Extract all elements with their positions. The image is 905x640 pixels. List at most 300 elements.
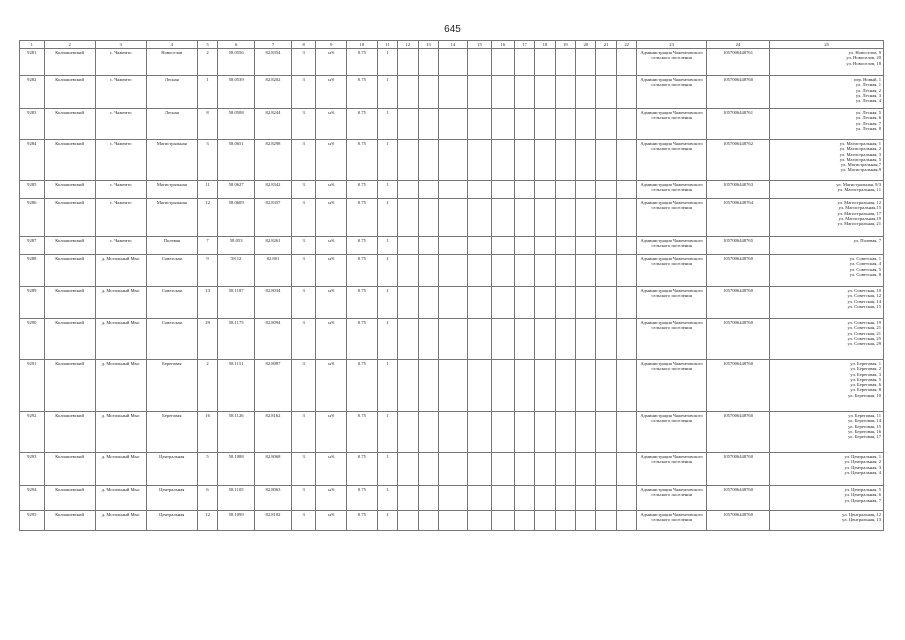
empty-cell xyxy=(576,287,596,319)
empty-cell xyxy=(576,199,596,237)
empty-cell xyxy=(467,49,492,76)
address-line: ул. Лесная, 6 xyxy=(855,115,881,121)
cell-9: н/б xyxy=(316,486,347,511)
table-row xyxy=(20,199,884,237)
empty-cell xyxy=(418,76,438,109)
empty-cell xyxy=(596,360,616,412)
district-cell: Колпашевский xyxy=(44,486,95,511)
street-cell: Полевая xyxy=(146,237,197,255)
address-line: ул. Полевая, 7 xyxy=(853,238,881,243)
cell-10: 0.75 xyxy=(347,511,378,531)
addresses-cell xyxy=(770,412,884,453)
house-cell: 9 xyxy=(197,255,217,287)
cell-9: н/б xyxy=(316,360,347,412)
owner-cell: Администрация Чажемтовского сельского поселения xyxy=(637,287,707,319)
empty-cell xyxy=(418,511,438,531)
owner-cell: Администрация Чажемтовского сельского поселения xyxy=(637,140,707,181)
addresses-cell xyxy=(770,287,884,319)
address-line: ул. Береговая, 2 xyxy=(850,366,881,372)
longitude-cell: 82.8342 xyxy=(255,181,292,199)
address-line: ул. Советская, 14 xyxy=(847,298,881,304)
cell-11: 1 xyxy=(377,287,397,319)
owner-cell: Администрация Чажемтовского сельского поселения xyxy=(637,109,707,140)
latitude-cell: 58.1105 xyxy=(218,486,255,511)
district-cell: Колпашевский xyxy=(44,287,95,319)
empty-cell xyxy=(492,360,514,412)
address-line: ул. Лесная, 7 xyxy=(855,120,881,126)
cell-9: н/б xyxy=(316,255,347,287)
cell-11: 1 xyxy=(377,486,397,511)
cell-11: 1 xyxy=(377,199,397,237)
longitude-cell: 82.8202 xyxy=(255,76,292,109)
empty-cell xyxy=(398,255,418,287)
table-row xyxy=(20,511,884,531)
address-line: ул. Советская, 5 xyxy=(849,266,881,272)
empty-cell xyxy=(555,511,575,531)
empty-cell xyxy=(514,109,534,140)
ogrn-cell: 1057006448762 xyxy=(706,140,769,181)
district-cell: Колпашевский xyxy=(44,412,95,453)
table-row xyxy=(20,49,884,76)
cell-10: 0.75 xyxy=(347,255,378,287)
empty-cell xyxy=(535,287,555,319)
latitude-cell: 58.1088 xyxy=(218,453,255,486)
addresses-cell xyxy=(770,319,884,360)
empty-cell xyxy=(467,360,492,412)
house-cell: 12 xyxy=(197,511,217,531)
longitude-cell: 82.8094 xyxy=(255,319,292,360)
row-number: 9295 xyxy=(20,511,45,531)
empty-cell xyxy=(555,49,575,76)
empty-cell xyxy=(439,237,468,255)
house-cell: 1 xyxy=(197,76,217,109)
empty-cell xyxy=(418,412,438,453)
empty-cell xyxy=(576,453,596,486)
row-number: 9282 xyxy=(20,76,45,109)
district-cell: Колпашевский xyxy=(44,181,95,199)
empty-cell xyxy=(418,486,438,511)
house-cell: 12 xyxy=(197,199,217,237)
addresses-cell xyxy=(770,255,884,287)
longitude-cell: 82.8087 xyxy=(255,360,292,412)
latitude-cell: 58.1175 xyxy=(218,319,255,360)
address-line: ул. Магистральная, 17 xyxy=(837,210,881,216)
district-cell: Колпашевский xyxy=(44,255,95,287)
address-line: ул. Береговая, 8 xyxy=(850,387,881,393)
empty-cell xyxy=(616,486,636,511)
owner-cell: Администрация Чажемтовского сельского поселения xyxy=(637,76,707,109)
empty-cell xyxy=(576,49,596,76)
address-line: ул. Новоселов, 9 xyxy=(848,50,881,55)
street-cell: Лесная xyxy=(146,76,197,109)
empty-cell xyxy=(398,453,418,486)
addresses-cell xyxy=(770,109,884,140)
address-line: ул. Магистральная, 9/3 xyxy=(836,182,881,187)
empty-cell xyxy=(555,237,575,255)
cell-11: 1 xyxy=(377,109,397,140)
cell-10: 0.75 xyxy=(347,199,378,237)
house-cell: 29 xyxy=(197,319,217,360)
cell-10: 0.75 xyxy=(347,486,378,511)
empty-cell xyxy=(535,360,555,412)
empty-cell xyxy=(398,319,418,360)
cell-8: 3 xyxy=(291,109,316,140)
empty-cell xyxy=(467,287,492,319)
cell-9: н/б xyxy=(316,109,347,140)
empty-cell xyxy=(398,360,418,412)
empty-cell xyxy=(398,49,418,76)
empty-cell xyxy=(439,511,468,531)
empty-cell xyxy=(535,140,555,181)
column-number: 7 xyxy=(255,41,292,49)
empty-cell xyxy=(492,287,514,319)
table-row xyxy=(20,287,884,319)
empty-cell xyxy=(555,140,575,181)
table-row xyxy=(20,486,884,511)
street-cell: Магистральная xyxy=(146,181,197,199)
cell-8: 3 xyxy=(291,255,316,287)
row-number: 9287 xyxy=(20,237,45,255)
empty-cell xyxy=(398,199,418,237)
house-cell: 7 xyxy=(197,237,217,255)
empty-cell xyxy=(576,140,596,181)
address-line: ул. Центральная, 6 xyxy=(844,492,881,498)
empty-cell xyxy=(492,140,514,181)
empty-cell xyxy=(596,140,616,181)
house-cell: 11 xyxy=(197,181,217,199)
address-line: ул. Новоселов, 20 xyxy=(846,55,881,61)
empty-cell xyxy=(514,511,534,531)
empty-cell xyxy=(596,181,616,199)
row-number: 9288 xyxy=(20,255,45,287)
table-row xyxy=(20,412,884,453)
latitude-cell: 58.1151 xyxy=(218,360,255,412)
empty-cell xyxy=(555,486,575,511)
empty-cell xyxy=(535,181,555,199)
empty-cell xyxy=(418,109,438,140)
address-line: пер. Новый, 1 xyxy=(853,77,881,82)
addresses-cell xyxy=(770,181,884,199)
address-line: ул. Советская, 10 xyxy=(847,288,881,293)
empty-cell xyxy=(514,255,534,287)
settlement-cell: д. Могильный Мыс xyxy=(95,319,146,360)
empty-cell xyxy=(535,255,555,287)
empty-cell xyxy=(535,199,555,237)
column-number: 5 xyxy=(197,41,217,49)
latitude-cell: 58.12 xyxy=(218,255,255,287)
empty-cell xyxy=(596,76,616,109)
address-line: ул. Центральная, 12 xyxy=(842,512,881,517)
empty-cell xyxy=(555,453,575,486)
cell-8: 3 xyxy=(291,49,316,76)
column-number: 8 xyxy=(291,41,316,49)
empty-cell xyxy=(439,140,468,181)
street-cell: Береговая xyxy=(146,360,197,412)
empty-cell xyxy=(616,287,636,319)
cell-9: н/б xyxy=(316,412,347,453)
address-line: ул. Новоселов, 18 xyxy=(846,60,881,66)
row-number: 9290 xyxy=(20,319,45,360)
district-cell: Колпашевский xyxy=(44,360,95,412)
settlement-cell: д. Могильный Мыс xyxy=(95,412,146,453)
settlement-cell: д. Могильный Мыс xyxy=(95,360,146,412)
empty-cell xyxy=(596,49,616,76)
table-row xyxy=(20,181,884,199)
empty-cell xyxy=(555,319,575,360)
row-number: 9289 xyxy=(20,287,45,319)
longitude-cell: 82.8354 xyxy=(255,49,292,76)
latitude-cell: 58.0539 xyxy=(218,76,255,109)
owner-cell: Администрация Чажемтовского сельского поселения xyxy=(637,412,707,453)
longitude-cell: 82.801 xyxy=(255,255,292,287)
empty-cell xyxy=(398,140,418,181)
column-number: 12 xyxy=(398,41,418,49)
empty-cell xyxy=(492,49,514,76)
cell-10: 0.75 xyxy=(347,453,378,486)
owner-cell: Администрация Чажемтовского сельского поселения xyxy=(637,453,707,486)
ogrn-cell: 1057006448760 xyxy=(706,360,769,412)
ogrn-cell: 1057006448761 xyxy=(706,49,769,76)
address-line: ул. Советская, 8 xyxy=(849,271,881,277)
address-line: ул. Советская, 25 xyxy=(847,335,881,341)
address-line: ул. Советская, 4 xyxy=(849,261,881,267)
street-cell: Береговая xyxy=(146,412,197,453)
cell-11: 1 xyxy=(377,319,397,360)
page-number: 645 xyxy=(444,24,461,35)
addresses-cell xyxy=(770,360,884,412)
row-number: 9283 xyxy=(20,109,45,140)
longitude-cell: 82.8357 xyxy=(255,199,292,237)
column-number: 24 xyxy=(706,41,769,49)
row-number: 9294 xyxy=(20,486,45,511)
addresses-cell xyxy=(770,76,884,109)
street-cell: Новоселов xyxy=(146,49,197,76)
cell-8: 3 xyxy=(291,199,316,237)
street-cell: Магистральная xyxy=(146,199,197,237)
empty-cell xyxy=(616,76,636,109)
empty-cell xyxy=(616,181,636,199)
empty-cell xyxy=(596,412,616,453)
column-number: 9 xyxy=(316,41,347,49)
latitude-cell: 58.0609 xyxy=(218,199,255,237)
empty-cell xyxy=(576,76,596,109)
longitude-cell: 82.8298 xyxy=(255,140,292,181)
empty-cell xyxy=(535,412,555,453)
empty-cell xyxy=(555,412,575,453)
empty-cell xyxy=(596,511,616,531)
ogrn-cell: 1057006448760 xyxy=(706,319,769,360)
owner-cell: Администрация Чажемтовского сельского поселения xyxy=(637,49,707,76)
column-number: 6 xyxy=(218,41,255,49)
cell-11: 1 xyxy=(377,237,397,255)
address-line: ул. Центральная, 7 xyxy=(844,497,881,503)
ogrn-cell: 1057006448764 xyxy=(706,199,769,237)
settlement-cell: д. Могильный Мыс xyxy=(95,453,146,486)
empty-cell xyxy=(439,109,468,140)
table-row xyxy=(20,319,884,360)
cell-8: 3 xyxy=(291,287,316,319)
column-number: 13 xyxy=(418,41,438,49)
empty-cell xyxy=(398,511,418,531)
ogrn-cell: 1057006448760 xyxy=(706,76,769,109)
empty-cell xyxy=(439,76,468,109)
addresses-cell xyxy=(770,140,884,181)
cell-10: 0.75 xyxy=(347,109,378,140)
address-line: ул. Береговая, 1 xyxy=(850,361,881,366)
district-cell: Колпашевский xyxy=(44,237,95,255)
empty-cell xyxy=(439,453,468,486)
empty-cell xyxy=(439,181,468,199)
address-line: ул. Советская, 1 xyxy=(849,256,881,261)
address-line: ул. Центральная, 4 xyxy=(844,469,881,475)
empty-cell xyxy=(596,319,616,360)
empty-cell xyxy=(418,181,438,199)
empty-cell xyxy=(492,486,514,511)
empty-cell xyxy=(576,511,596,531)
owner-cell: Администрация Чажемтовского сельского поселения xyxy=(637,255,707,287)
address-line: ул. Магистральная, 3 xyxy=(839,151,881,157)
empty-cell xyxy=(514,412,534,453)
cell-11: 1 xyxy=(377,360,397,412)
address-line: ул. Береговая, 6 xyxy=(850,382,881,388)
empty-cell xyxy=(616,49,636,76)
owner-cell: Администрация Чажемтовского сельского поселения xyxy=(637,511,707,531)
cell-9: н/б xyxy=(316,453,347,486)
row-number: 9291 xyxy=(20,360,45,412)
empty-cell xyxy=(555,109,575,140)
address-line: ул. Береговая, 15 xyxy=(848,423,881,429)
empty-cell xyxy=(514,76,534,109)
empty-cell xyxy=(418,140,438,181)
empty-cell xyxy=(467,181,492,199)
empty-cell xyxy=(492,199,514,237)
empty-cell xyxy=(596,109,616,140)
street-cell: Центральная xyxy=(146,511,197,531)
cell-9: н/б xyxy=(316,140,347,181)
empty-cell xyxy=(418,255,438,287)
empty-cell xyxy=(616,255,636,287)
cell-8: 3 xyxy=(291,453,316,486)
cell-8: 3 xyxy=(291,181,316,199)
column-number-row xyxy=(20,41,884,49)
empty-cell xyxy=(439,199,468,237)
settlement-cell: с. Чажемто xyxy=(95,49,146,76)
address-line: ул. Магистральная,7 xyxy=(840,162,881,168)
district-cell: Колпашевский xyxy=(44,140,95,181)
empty-cell xyxy=(555,181,575,199)
longitude-cell: 82.8261 xyxy=(255,237,292,255)
latitude-cell: 58.0508 xyxy=(218,109,255,140)
street-cell: Советская xyxy=(146,287,197,319)
cell-11: 1 xyxy=(377,453,397,486)
latitude-cell: 58.1126 xyxy=(218,412,255,453)
cell-8: 3 xyxy=(291,76,316,109)
address-line: ул. Магистральная, 5 xyxy=(839,156,881,162)
empty-cell xyxy=(439,255,468,287)
empty-cell xyxy=(467,486,492,511)
empty-cell xyxy=(535,109,555,140)
empty-cell xyxy=(616,140,636,181)
cell-9: н/б xyxy=(316,76,347,109)
district-cell: Колпашевский xyxy=(44,49,95,76)
address-line: ул. Советская, 15 xyxy=(847,303,881,309)
address-line: ул. Магистральная, 1 xyxy=(839,141,881,146)
column-number: 17 xyxy=(514,41,534,49)
empty-cell xyxy=(616,199,636,237)
empty-cell xyxy=(467,255,492,287)
empty-cell xyxy=(576,319,596,360)
empty-cell xyxy=(616,511,636,531)
cell-9: н/б xyxy=(316,511,347,531)
street-cell: Магистральная xyxy=(146,140,197,181)
cell-8: 3 xyxy=(291,360,316,412)
ogrn-cell: 1057006448763 xyxy=(706,181,769,199)
address-line: ул. Береговая, 5 xyxy=(850,376,881,382)
street-cell: Советская xyxy=(146,319,197,360)
row-number: 9293 xyxy=(20,453,45,486)
cell-10: 0.75 xyxy=(347,140,378,181)
settlement-cell: с. Чажемто xyxy=(95,76,146,109)
empty-cell xyxy=(492,319,514,360)
empty-cell xyxy=(398,287,418,319)
owner-cell: Администрация Чажемтовского сельского поселения xyxy=(637,486,707,511)
empty-cell xyxy=(439,319,468,360)
empty-cell xyxy=(596,486,616,511)
address-line: ул. Центральная, 2 xyxy=(844,459,881,465)
table-row xyxy=(20,76,884,109)
empty-cell xyxy=(492,237,514,255)
cell-9: н/б xyxy=(316,319,347,360)
column-number: 15 xyxy=(467,41,492,49)
empty-cell xyxy=(398,486,418,511)
empty-cell xyxy=(616,360,636,412)
empty-cell xyxy=(514,181,534,199)
empty-cell xyxy=(398,109,418,140)
address-line: ул. Магистральная,19 xyxy=(838,215,881,221)
empty-cell xyxy=(467,453,492,486)
address-line: ул. Магистральная, 21 xyxy=(837,221,881,227)
empty-cell xyxy=(535,319,555,360)
address-line: ул. Магистральная, 2 xyxy=(839,146,881,152)
house-cell: 16 xyxy=(197,412,217,453)
address-line: ул. Советская, 19 xyxy=(847,320,881,325)
addresses-cell xyxy=(770,511,884,531)
address-line: ул. Береговая, 3 xyxy=(850,371,881,377)
column-number: 21 xyxy=(596,41,616,49)
table-row xyxy=(20,109,884,140)
empty-cell xyxy=(576,412,596,453)
district-cell: Колпашевский xyxy=(44,199,95,237)
address-line: ул. Береговая, 14 xyxy=(848,418,881,424)
latitude-cell: 58.1187 xyxy=(218,287,255,319)
cell-9: н/б xyxy=(316,49,347,76)
empty-cell xyxy=(492,109,514,140)
empty-cell xyxy=(418,49,438,76)
empty-cell xyxy=(616,237,636,255)
row-number: 9286 xyxy=(20,199,45,237)
cell-9: н/б xyxy=(316,237,347,255)
address-line: ул. Лесная, 4 xyxy=(855,98,881,104)
addresses-cell xyxy=(770,49,884,76)
cell-8: 3 xyxy=(291,237,316,255)
empty-cell xyxy=(514,360,534,412)
cell-11: 1 xyxy=(377,511,397,531)
empty-cell xyxy=(398,76,418,109)
column-number: 19 xyxy=(555,41,575,49)
row-number: 9284 xyxy=(20,140,45,181)
empty-cell xyxy=(596,237,616,255)
address-line: ул. Лесная, 5 xyxy=(855,110,881,115)
